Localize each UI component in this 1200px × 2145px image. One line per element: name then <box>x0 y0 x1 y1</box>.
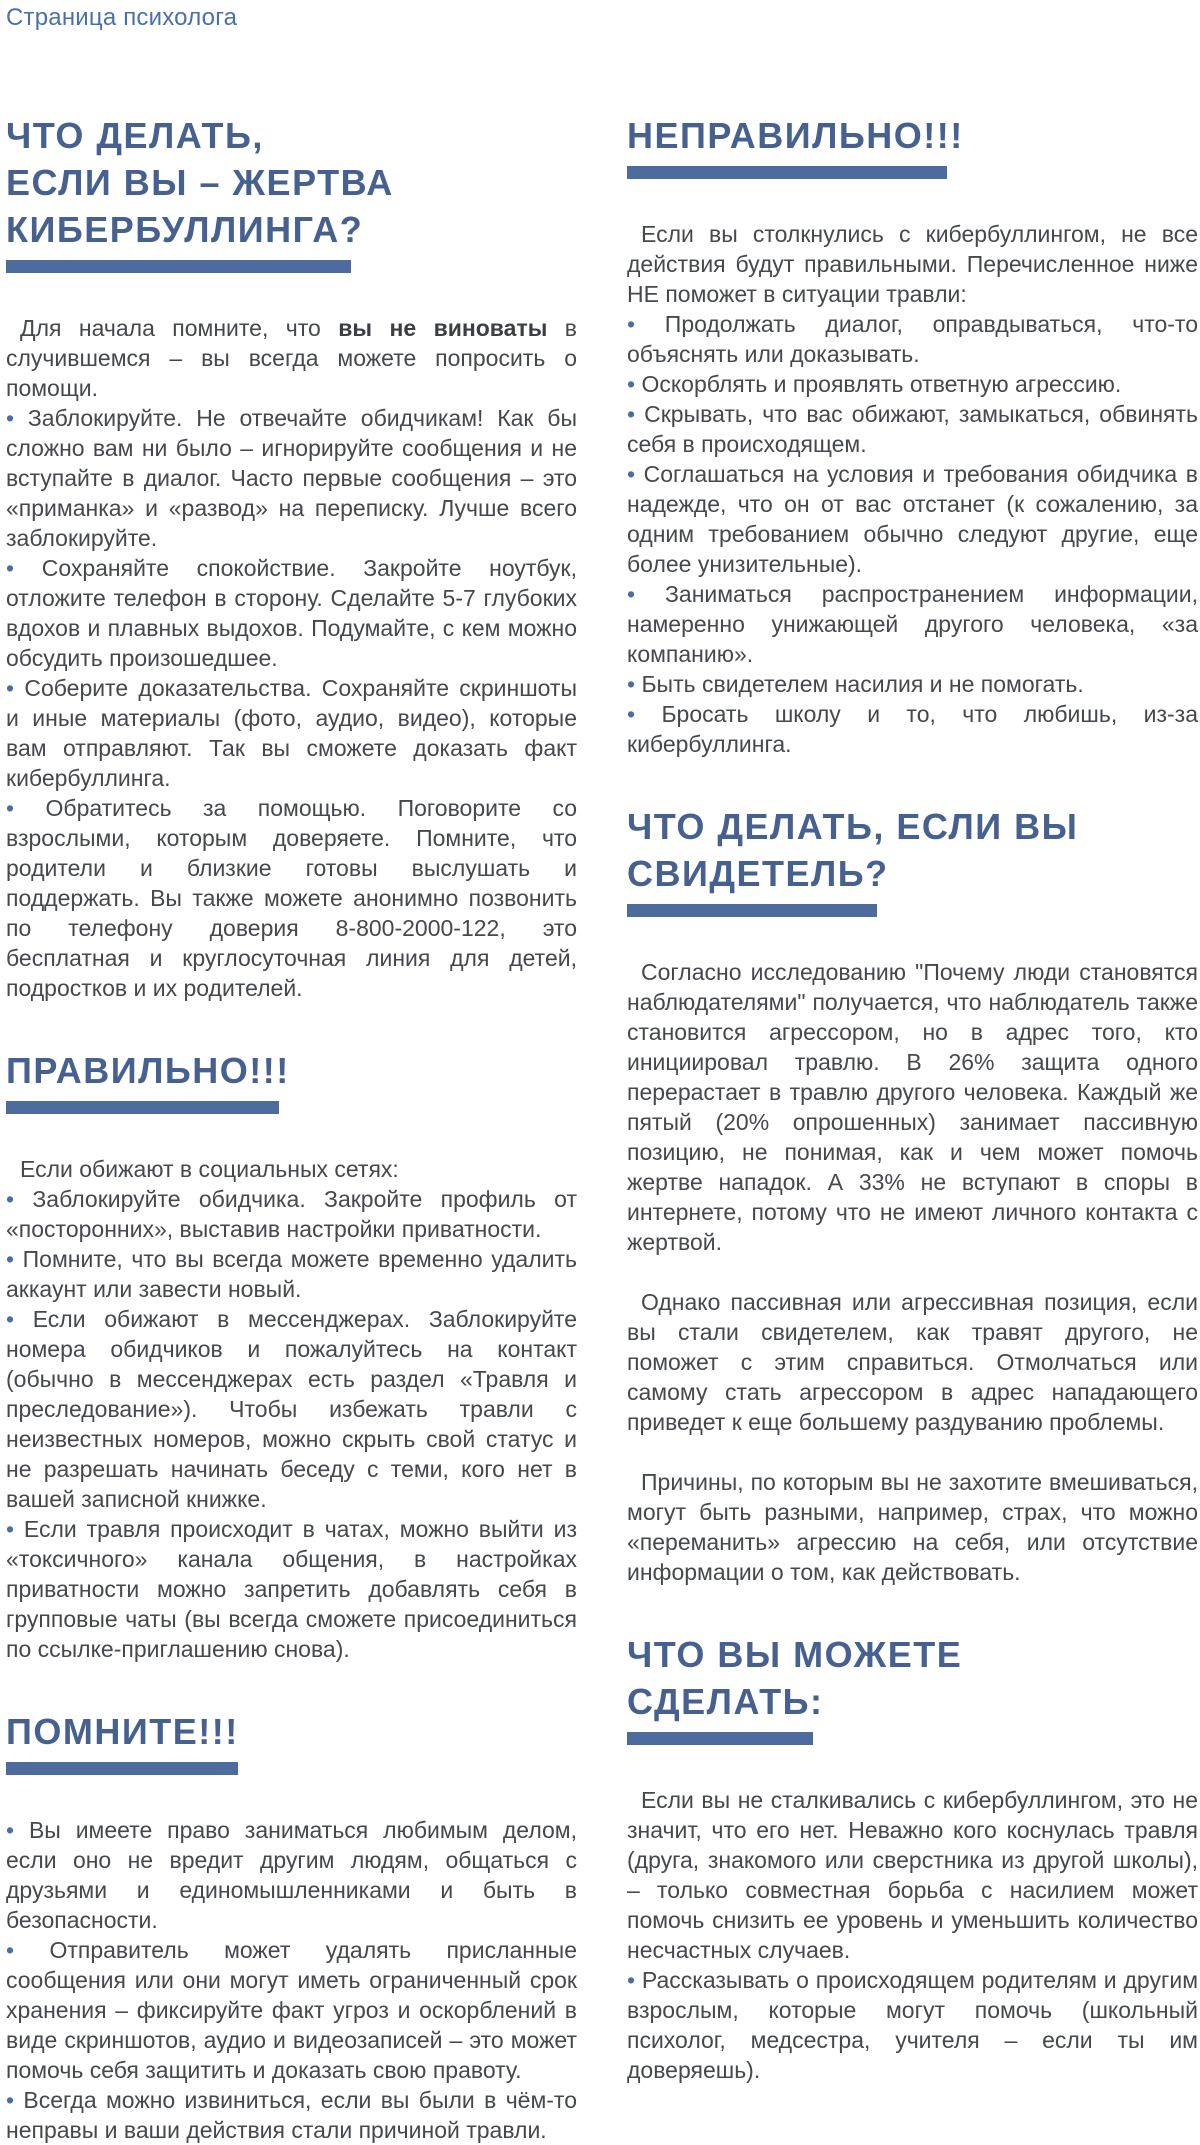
right-column <box>627 32 1198 2085</box>
bullet-item <box>6 1304 577 1514</box>
heading-line: ЧТО ВЫ МОЖЕТЕ <box>627 1634 963 1675</box>
bullet-dot: • <box>6 1306 15 1332</box>
bullet-text: Скрывать, что вас обижают, замыкаться, обвинять себя в происходящем. <box>627 401 1198 457</box>
heading-line: СВИДЕТЕЛЬ? <box>627 853 889 894</box>
section-victim <box>6 112 577 1003</box>
bullet-item <box>627 669 1198 699</box>
bullet-text: Помните, что вы всегда можете временно удалить аккаунт или завести новый. <box>6 1246 578 1302</box>
bullet-item <box>6 793 577 1003</box>
heading-line: КИБЕРБУЛЛИНГА? <box>6 209 364 250</box>
bullet-text: Обратитесь за помощью. Поговорите со взрослыми, которым доверяете. Помните, что родители и близкие готовы выслушать и поддержать. Вы также можете анонимно позвонить по телефону доверия 8-800-2000-122, это бесплатная и круглосуточная линия для детей, подростков и их родителей. <box>6 795 578 1001</box>
heading-line: ЧТО ДЕЛАТЬ, <box>6 115 264 156</box>
bullet-text: Оскорблять и проявлять ответную агрессию. <box>641 371 1122 397</box>
text-run: Для начала помните, что <box>20 315 339 341</box>
heading-underline-bar <box>627 1732 813 1745</box>
bullet-dot: • <box>6 1186 15 1212</box>
bullet-dot: • <box>627 1967 636 1993</box>
bullet-item <box>6 553 577 673</box>
bullet-dot: • <box>6 795 15 821</box>
bullet-text: Продолжать диалог, оправдываться, что-то объяснять или доказывать. <box>627 311 1198 367</box>
bullet-item <box>627 459 1198 579</box>
bullet-item <box>627 309 1198 369</box>
bullet-item <box>627 699 1198 759</box>
bullet-item <box>6 1184 577 1244</box>
bullet-item <box>6 2085 577 2145</box>
bullet-dot: • <box>6 1817 15 1843</box>
section-pravilno <box>6 1047 577 1664</box>
section-svidetel <box>627 803 1198 1587</box>
bullet-item <box>627 399 1198 459</box>
bullet-dot: • <box>627 671 636 697</box>
section-sdelat <box>627 1631 1198 2085</box>
heading-line: ЧТО ДЕЛАТЬ, ЕСЛИ ВЫ <box>627 806 1079 847</box>
bullet-dot: • <box>6 2087 15 2113</box>
bullet-item <box>6 403 577 553</box>
bullet-text: Соберите доказательства. Сохраняйте скриншоты и иные материалы (фото, аудио, видео), которые вам отправляют. Так вы сможете доказать факт кибербуллинга. <box>6 675 577 791</box>
heading-line: ЕСЛИ ВЫ – ЖЕРТВА <box>6 162 394 203</box>
bullet-dot: • <box>627 401 636 427</box>
bold-text-run: вы не виноваты <box>338 315 548 341</box>
section-pomnite-heading: ПОМНИТЕ!!! <box>6 1711 239 1752</box>
heading-underline-bar <box>627 166 947 179</box>
left-column <box>6 32 577 2145</box>
section-svidetel-heading <box>627 803 1198 897</box>
paragraph <box>6 313 577 403</box>
bullet-text: Заниматься распространением информации, намеренно унижающей другого человека, «за компанию». <box>627 581 1199 667</box>
bullet-text: Заблокируйте. Не отвечайте обидчикам! Как бы сложно вам ни было – игнорируйте сообщения и не вступайте в диалог. Часто первые сообщения – это «приманка» и «развод» на переписку. Лучше всего заблокируйте. <box>6 405 578 551</box>
bullet-text: Заблокируйте обидчика. Закройте профиль от «посторонних», выставив настройки приватности. <box>6 1186 577 1242</box>
section-victim-heading <box>6 112 577 253</box>
heading-line: СДЕЛАТЬ: <box>627 1681 824 1722</box>
paragraph: Причины, по которым вы не захотите вмешиваться, могут быть разными, например, страх, что можно «переманить» агрессию на себя, или отсутствие информации о том, как действовать. <box>627 1469 1198 1585</box>
bullet-text: Если травля происходит в чатах, можно выйти из «токсичного» канала общения, в настройках приватности можно запретить добавлять себя в групповые чаты (вы всегда сможете присоединиться по ссылке-приглашению снова). <box>6 1516 578 1662</box>
heading-underline-bar <box>6 1101 279 1114</box>
paragraph: Если обижают в социальных сетях: <box>20 1156 399 1182</box>
bullet-item <box>6 673 577 793</box>
paragraph: Согласно исследованию "Почему люди становятся наблюдателями" получается, что наблюдатель также становится агрессором, но в адрес того, кто инициировал травлю. В 26% защита одного перерастает в травлю другого человека. Каждый же пятый (20% опрошенных) занимает пассивную позицию, не понимая, как и чем может помочь жертве нападок. А 33% не вступают в споры в интернете, потому что не имеют личного контакта с жертвой. <box>627 959 1198 1255</box>
bullet-dot: • <box>627 581 636 607</box>
paragraph: Если вы столкнулись с кибербуллингом, не все действия будут правильными. Перечисленное ниже НЕ поможет в ситуации травли: <box>627 221 1198 307</box>
bullet-item <box>6 1244 577 1304</box>
bullet-dot: • <box>627 461 636 487</box>
bullet-text: Соглашаться на условия и требования обидчика в надежде, что он от вас отстанет (к сожалению, за одним требованием обычно следуют другие, еще более унизительные). <box>627 461 1198 577</box>
page-title: Страница психолога <box>6 4 238 31</box>
heading-underline-bar <box>6 260 351 273</box>
paragraph: Если вы не сталкивались с кибербуллингом, это не значит, что его нет. Неважно кого коснулась травля (друга, знакомого или сверстника из другой школы), – только совместная борьба с насилием может помочь снизить ее уровень и уменьшить количество несчастных случаев. <box>627 1787 1198 1963</box>
bullet-text: Сохраняйте спокойствие. Закройте ноутбук, отложите телефон в сторону. Сделайте 5-7 глубоких вдохов и плавных выдохов. Подумайте, с кем можно обсудить произошедшее. <box>6 555 578 671</box>
bullet-dot: • <box>6 675 15 701</box>
bullet-dot: • <box>627 701 636 727</box>
bullet-text: Бросать школу и то, что любишь, из-за кибербуллинга. <box>627 701 1199 757</box>
bullet-item <box>627 579 1198 669</box>
paragraph: Однако пассивная или агрессивная позиция, если вы стали свидетелем, как травят другого, не поможет с этим справиться. Отмолчаться или самому стать агрессором в адрес нападающего приведет к еще большему раздуванию проблемы. <box>627 1289 1198 1435</box>
bullet-text: Отправитель может удалять присланные сообщения или они могут иметь ограниченный срок хранения – фиксируйте факт угроз и оскорблений в виде скриншотов, аудио и видеозаписей – это может помочь себя защитить и доказать свою правоту. <box>6 1937 578 2083</box>
heading-underline-bar <box>627 904 877 917</box>
bullet-dot: • <box>6 555 15 581</box>
bullet-dot: • <box>6 1246 15 1272</box>
section-pravilno-heading: ПРАВИЛЬНО!!! <box>6 1050 290 1091</box>
heading-underline-bar <box>6 1762 238 1775</box>
bullet-dot: • <box>627 371 636 397</box>
section-nepravilno <box>627 112 1198 759</box>
bullet-item <box>6 1935 577 2085</box>
bullet-item <box>6 1514 577 1664</box>
bullet-dot: • <box>6 405 15 431</box>
bullet-text: Если обижают в мессенджерах. Заблокируйте номера обидчиков и пожалуйтесь на контакт (обычно в мессенджерах есть раздел «Травля и преследование»). Чтобы избежать травли с неизвестных номеров, можно скрыть свой статус и не разрешать начинать беседу с теми, кого нет в вашей записной книжке. <box>6 1306 577 1512</box>
bullet-text: Вы имеете право заниматься любимым делом, если оно не вредит другим людям, общаться с друзьями и единомышленниками и быть в безопасности. <box>6 1817 577 1933</box>
bullet-item <box>627 1965 1198 2085</box>
bullet-text: Рассказывать о происходящем родителям и другим взрослым, которые могут помочь (школьный психолог, медсестра, учителя – если ты им доверяешь). <box>627 1967 1199 2083</box>
two-column-layout <box>6 32 1199 2145</box>
bullet-text: Быть свидетелем насилия и не помогать. <box>641 671 1084 697</box>
section-nepravilno-heading: НЕПРАВИЛЬНО!!! <box>627 115 964 156</box>
bullet-item <box>6 1815 577 1935</box>
bullet-dot: • <box>6 1937 15 1963</box>
bullet-dot: • <box>627 311 636 337</box>
bullet-item <box>627 369 1198 399</box>
section-sdelat-heading <box>627 1631 1198 1725</box>
bullet-dot: • <box>6 1516 15 1542</box>
bullet-text: Всегда можно извиниться, если вы были в чём-то неправы и ваши действия стали причиной травли. <box>6 2087 578 2143</box>
section-pomnite <box>6 1708 577 2145</box>
text-run: в случившемся – вы всегда можете попросить о помощи. <box>6 315 578 401</box>
